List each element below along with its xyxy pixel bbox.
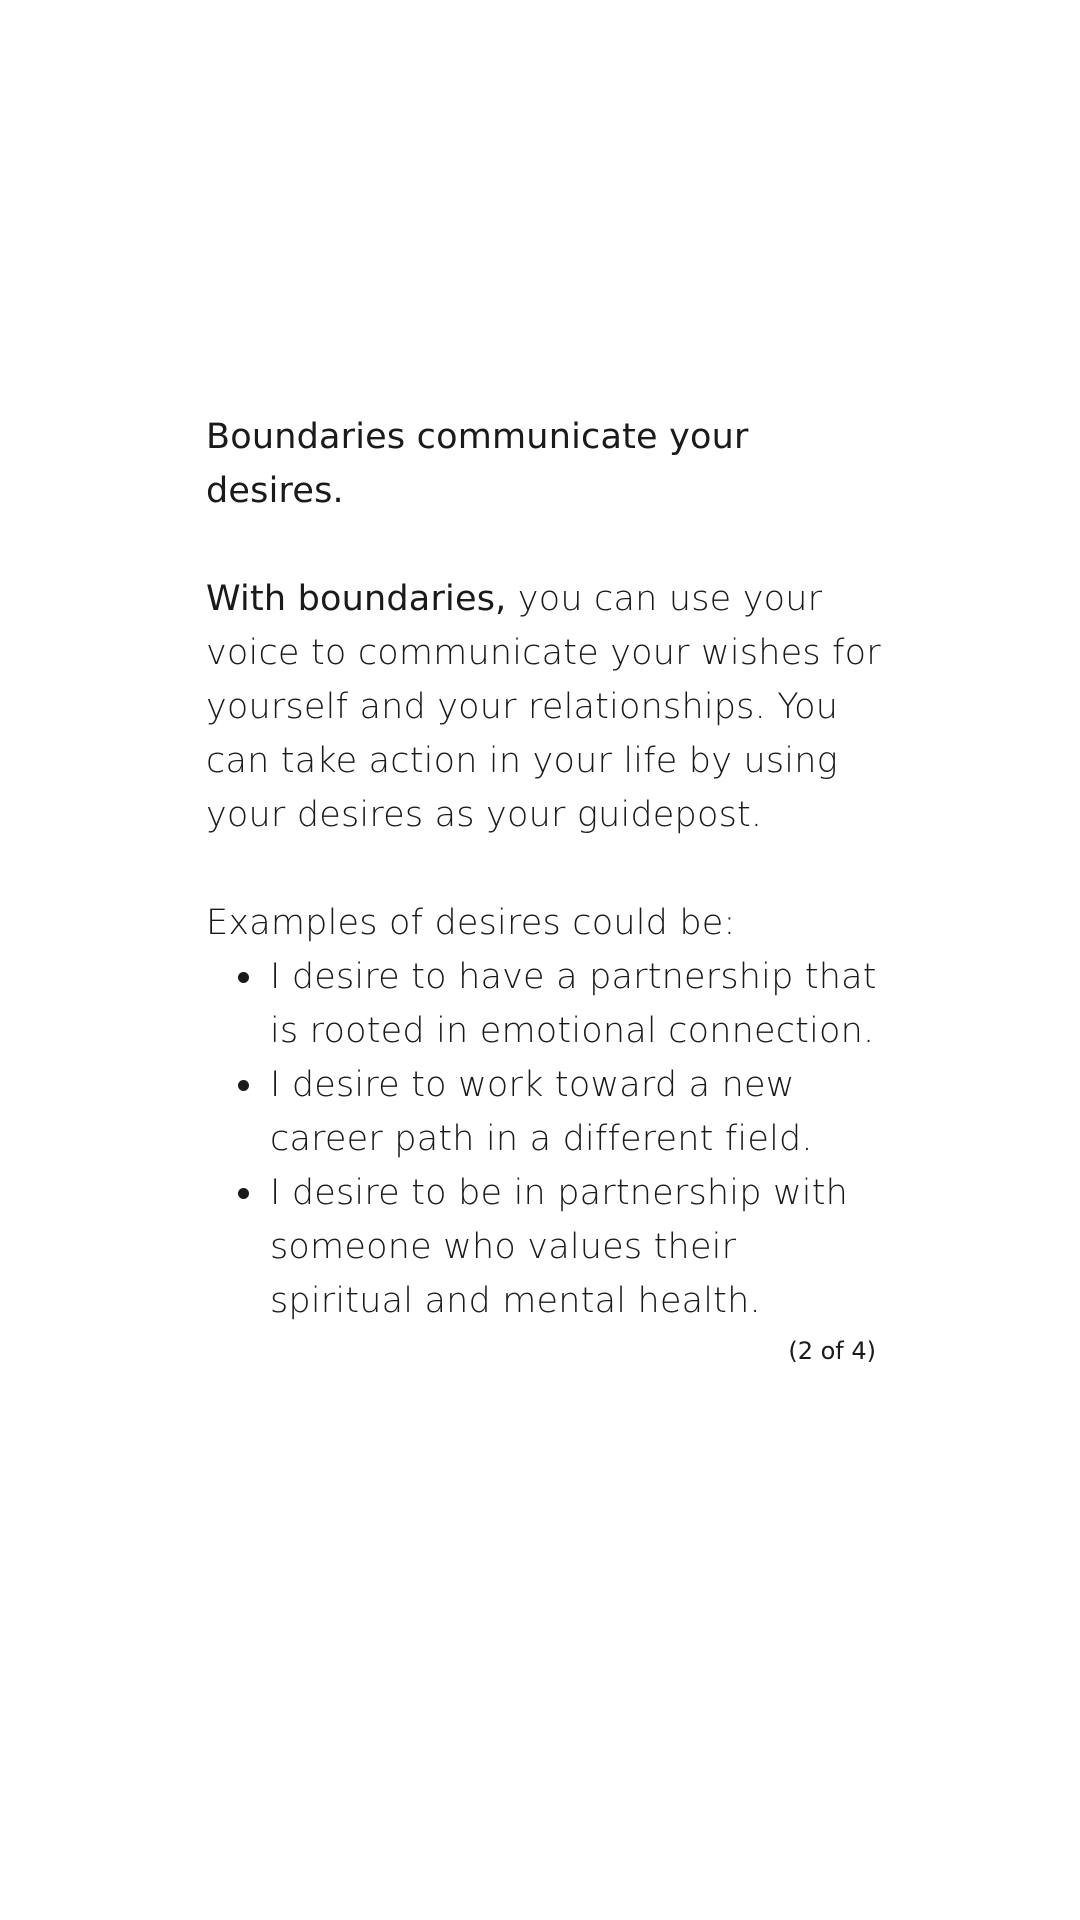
list-item-text: I desire to have a partnership that is rooted in emotional connection.: [270, 957, 877, 1051]
list-item-text: I desire to work toward a new career path in a different field.: [270, 1065, 813, 1159]
paragraph-lead: With boundaries,: [206, 579, 507, 619]
list-item: [270, 1166, 886, 1328]
list-item: [270, 1058, 886, 1166]
paragraph-rest: you can use your voice to communicate your wishes for yourself and your relationships. You can take action in your life by using your desires as your guidepost.: [206, 579, 881, 835]
bullet-icon: [238, 1080, 249, 1091]
intro-paragraph: [206, 572, 886, 842]
examples-list: [206, 950, 886, 1328]
bullet-icon: [238, 1188, 249, 1199]
document-body: [206, 410, 886, 1328]
bullet-icon: [238, 972, 249, 983]
list-item: [270, 950, 886, 1058]
page-counter: (2 of 4): [788, 1337, 876, 1365]
examples-intro: Examples of desires could be:: [206, 903, 736, 943]
list-item-text: I desire to be in partnership with someone who values their spiritual and mental health.: [270, 1173, 849, 1321]
page-heading: Boundaries communicate your desires.: [206, 417, 749, 511]
